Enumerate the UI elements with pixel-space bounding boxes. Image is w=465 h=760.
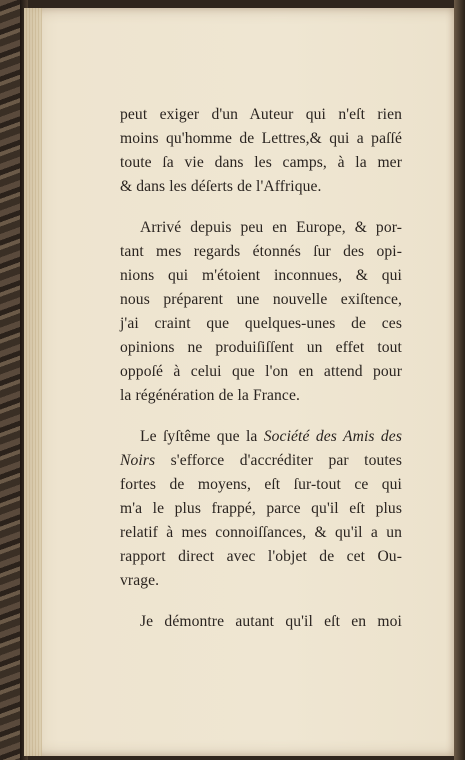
italic-society-name: Noirs [120,452,156,469]
text-line: Je démontre autant qu'il eſt en moi [140,613,402,630]
page-right-edge [454,0,465,760]
text-line: j'ai craint que quelques-unes de ces [120,315,402,332]
text-run: s'efforce d'accréditer par toutes [155,452,402,469]
text-line: oppoſé à celui que l'on en attend pour [120,363,402,380]
text-line: moins qu'homme de Lettres,& qui a paſſé [120,130,402,147]
text-line: nions qui m'étoient inconnues, & qui [120,267,402,284]
page-text [120,103,402,651]
paragraph-3 [120,425,402,593]
text-line: & dans les déſerts de l'Affrique. [120,178,322,195]
text-line [120,425,402,449]
leaf-edges [24,8,42,756]
text-line: peut exiger d'un Auteur qui n'eſt rien [120,106,402,123]
text-run: Le ſyſtême que la [140,428,264,445]
paragraph-1 [120,103,402,199]
text-line: opinions ne produiſiſſent un effet tout [120,339,402,356]
text-line: rapport direct avec l'objet de cet Ou- [120,548,402,565]
text-line: nous préparent une nouvelle exiſtence, [120,291,402,308]
text-line: tant mes regards étonnés ſur des opi- [120,243,402,260]
paragraph-4 [120,610,402,634]
text-line: la régénération de la France. [120,387,300,404]
text-line: toute ſa vie dans les camps, à la mer [120,154,402,171]
text-line: Arrivé depuis peu en Europe, & por- [140,219,402,236]
paragraph-2 [120,216,402,408]
text-line: vrage. [120,572,160,589]
text-line: m'a le plus frappé, parce qu'il eſt plus [120,500,402,517]
text-line: fortes de moyens, eſt ſur-tout ce qui [120,476,402,493]
text-line: relatif à mes connoiſſances, & qu'il a un [120,524,402,541]
italic-society-name: Société des Amis des [263,428,402,445]
text-line [120,449,402,473]
